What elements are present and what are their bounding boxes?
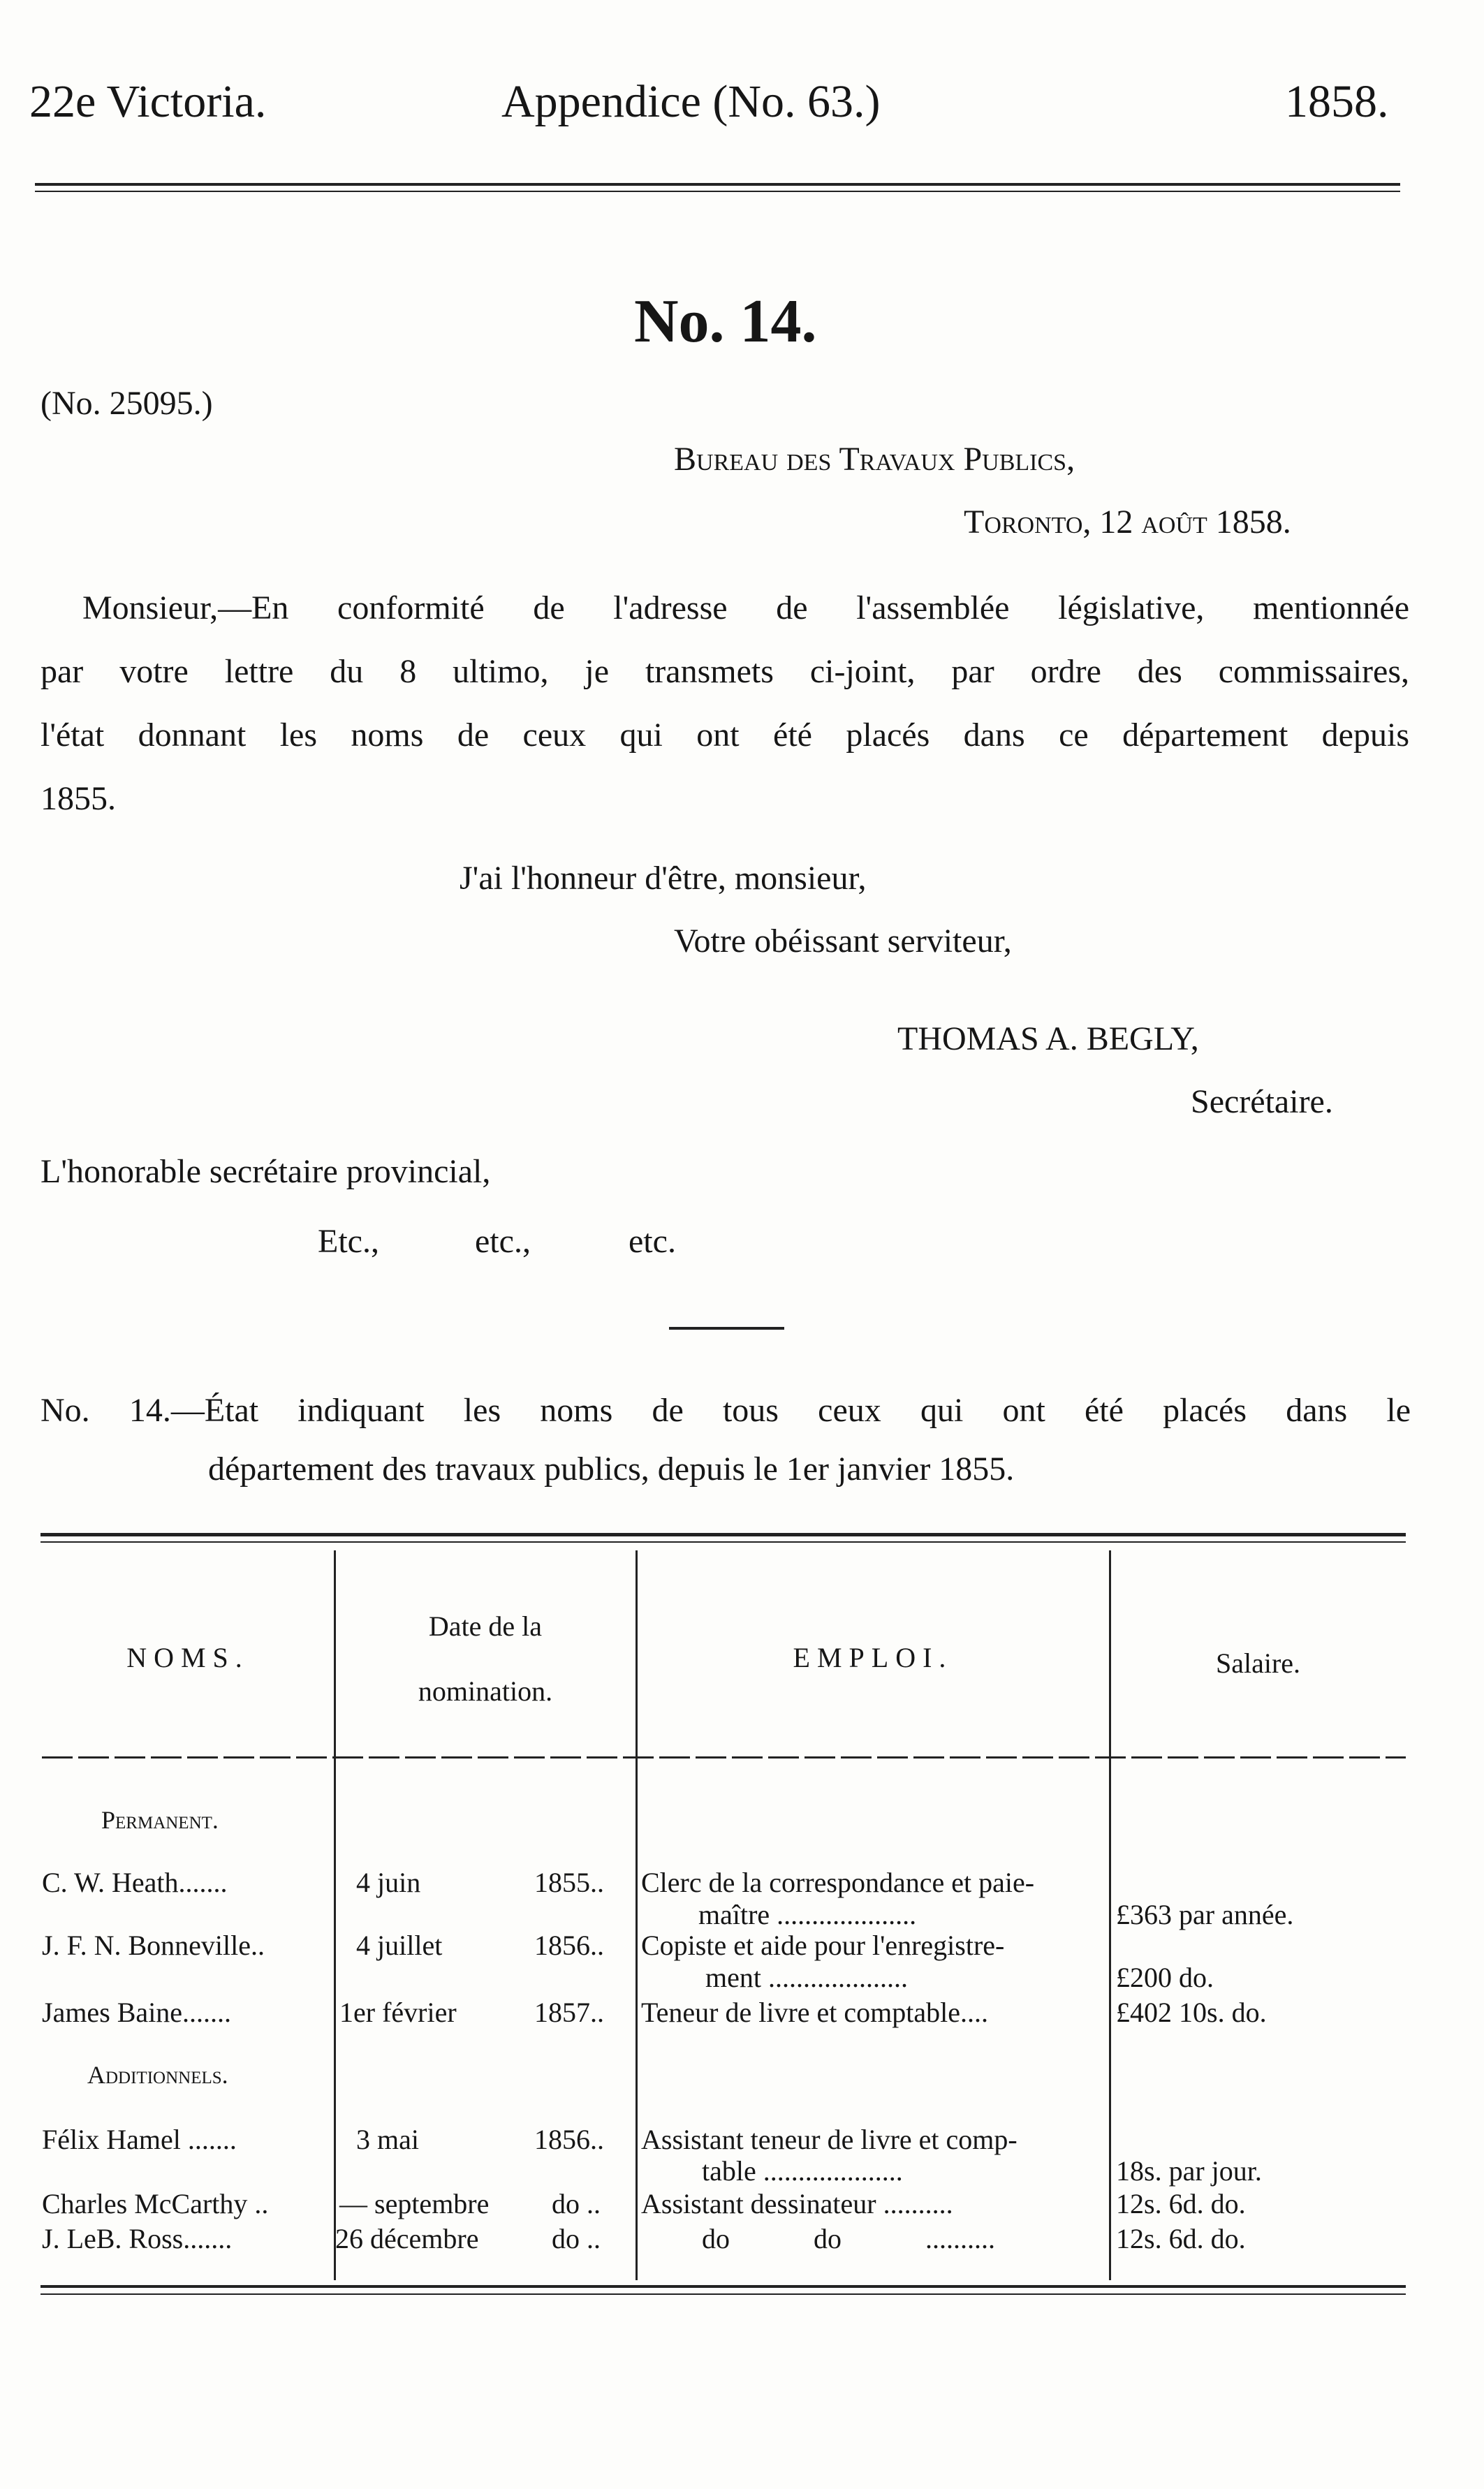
sender-office: Bureau des Travaux Publics, <box>674 441 1075 478</box>
table-row-emploi: Copiste et aide pour l'enregistre- <box>641 1930 1005 1961</box>
header-dashed-rule <box>42 1756 1406 1759</box>
section-label-permanent: Permanent. <box>101 1806 219 1834</box>
table-row-day: 4 juin <box>356 1867 421 1898</box>
table-row-year: do .. <box>552 2223 601 2254</box>
table-row-emploi-cont: table .................... <box>702 2155 903 2187</box>
signatory: THOMAS A. BEGLY, <box>897 1020 1199 1057</box>
doc-title: No. 14. <box>634 288 817 355</box>
table-row-year: do .. <box>552 2188 601 2219</box>
table-row-year: 1856.. <box>534 2124 604 2155</box>
col-divider-1 <box>334 1550 336 2280</box>
section-label-additionnels: Additionnels. <box>87 2061 228 2089</box>
header-rule-top <box>35 183 1400 186</box>
table-row-emploi-cont: ment .................... <box>705 1962 908 1993</box>
table-row-year: 1856.. <box>534 1930 604 1961</box>
letter-line: 1855. <box>41 780 116 817</box>
letter-line: par votre lettre du 8 ultimo, je transmets ci-joint, par ordre des commissaires, <box>41 653 1409 690</box>
table-row-salaire: 12s. 6d. do. <box>1116 2223 1246 2254</box>
etc-3: etc. <box>629 1223 676 1260</box>
col-header-emploi: EMPLOI. <box>793 1642 953 1673</box>
table-row-salaire: £402 10s. do. <box>1116 1997 1267 2028</box>
letter-line: Monsieur,—En conformité de l'adresse de l'assemblée législative, mentionnée <box>82 589 1409 626</box>
table-row-name: Charles McCarthy .. <box>42 2188 269 2219</box>
table-row-emploi: Assistant teneur de livre et comp- <box>641 2124 1018 2155</box>
table-row-emploi-cont: maître .................... <box>698 1899 917 1930</box>
table-row-salaire: £200 do. <box>1116 1962 1214 1993</box>
table-row-year: 1857.. <box>534 1997 604 2028</box>
table-top-rule <box>41 1533 1406 1536</box>
header-center: Appendice (No. 63.) <box>501 76 881 127</box>
table-top-rule-thin <box>41 1541 1406 1543</box>
col-header-date-1: Date de la <box>428 1610 543 1642</box>
table-row-day: 3 mai <box>356 2124 419 2155</box>
table-row-name: J. F. N. Bonneville.. <box>42 1930 265 1961</box>
table-row-emploi: Clerc de la correspondance et paie- <box>641 1867 1035 1898</box>
table-row-day: 26 décembre <box>335 2223 479 2254</box>
header-rule-bottom <box>35 191 1400 192</box>
header-left: 22e Victoria. <box>29 76 267 127</box>
table-row-year: 1855.. <box>534 1867 604 1898</box>
closing-line1: J'ai l'honneur d'être, monsieur, <box>460 860 867 897</box>
closing-line2: Votre obéissant serviteur, <box>674 923 1012 960</box>
signatory-title: Secrétaire. <box>1191 1083 1333 1120</box>
ref-number: (No. 25095.) <box>41 385 213 422</box>
table-row-name: J. LeB. Ross....... <box>42 2223 233 2254</box>
table-bottom-rule-thin <box>41 2293 1406 2295</box>
table-row-emploi: do do .......... <box>702 2223 995 2254</box>
section-separator <box>669 1327 784 1330</box>
table-bottom-rule <box>41 2285 1406 2288</box>
place-date-text: Toronto, 12 août 1858. <box>964 504 1291 541</box>
header-right: 1858. <box>1285 76 1389 127</box>
table-row-emploi: Assistant dessinateur .......... <box>641 2188 953 2219</box>
table-row-day: — septembre <box>339 2188 490 2219</box>
col-header-date-2: nomination. <box>418 1675 553 1707</box>
col-header-names: NOMS. <box>126 1642 249 1673</box>
table-row-salaire: £363 par année. <box>1116 1899 1294 1930</box>
sender-place-date <box>964 503 1291 541</box>
etc-2: etc., <box>475 1223 531 1260</box>
table-row-day: 1er février <box>339 1997 457 2028</box>
table-row-salaire: 18s. par jour. <box>1116 2155 1262 2187</box>
table-row-name: James Baine....... <box>42 1997 232 2028</box>
table-row-day: 4 juillet <box>356 1930 443 1961</box>
col-header-salaire: Salaire. <box>1215 1647 1301 1679</box>
caption-line2: département des travaux publics, depuis le 1er janvier 1855. <box>208 1451 1015 1488</box>
letter-line: l'état donnant les noms de ceux qui ont été placés dans ce département depuis <box>41 717 1409 754</box>
letter-body <box>41 576 1409 830</box>
caption-line1: No. 14.—État indiquant les noms de tous ceux qui ont été placés dans le <box>41 1392 1411 1429</box>
table-row-emploi: Teneur de livre et comptable.... <box>641 1997 988 2028</box>
addressee: L'honorable secrétaire provincial, <box>41 1153 491 1190</box>
etc-1: Etc., <box>318 1223 379 1260</box>
table-caption <box>41 1381 1411 1499</box>
table-row-name: C. W. Heath....... <box>42 1867 228 1898</box>
table-row-name: Félix Hamel ....... <box>42 2124 237 2155</box>
table-row-salaire: 12s. 6d. do. <box>1116 2188 1246 2219</box>
